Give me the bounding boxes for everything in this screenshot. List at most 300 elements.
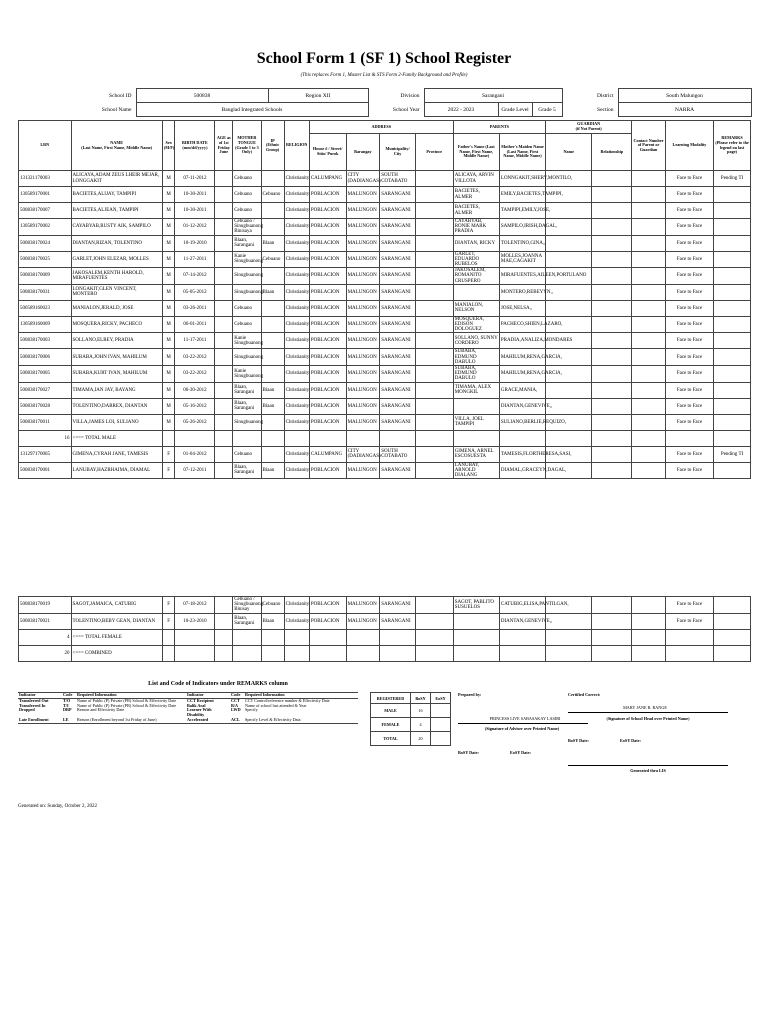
cell-name: SUBABA,KURT IVAN, MAHILUM bbox=[71, 366, 162, 383]
legend-h-code: Code bbox=[62, 693, 76, 699]
cell-mun: SARANGANI bbox=[380, 414, 416, 430]
cell-mother: MIRAFUENTES,AILEEN,PORTULANO bbox=[499, 268, 545, 285]
student-row bbox=[19, 333, 751, 349]
cell-lrn: 500838170011 bbox=[19, 414, 72, 430]
cell-mun: SARANGANI bbox=[380, 333, 416, 349]
total-label: <=== COMBINED bbox=[71, 645, 162, 661]
cell-lrn: 500838170025 bbox=[19, 251, 72, 268]
cell-bdate: 01-04-2012 bbox=[175, 446, 215, 462]
empty-cell bbox=[284, 629, 309, 645]
cell-sex: M bbox=[162, 349, 175, 366]
cell-prov bbox=[415, 268, 453, 285]
cell-bdate: 06-30-2012 bbox=[175, 382, 215, 398]
cell-mun: SARANGANI bbox=[380, 235, 416, 251]
summary-male-bosy: 16 bbox=[411, 704, 431, 718]
cell-age bbox=[215, 284, 233, 300]
cell-house: POBLACION bbox=[309, 414, 346, 430]
certified-correct-label: Certified Correct: bbox=[568, 692, 601, 697]
col-sex: Sex (M/F) bbox=[162, 121, 175, 171]
cell-prov bbox=[415, 597, 453, 614]
cell-bdate: 05-16-2012 bbox=[175, 398, 215, 414]
col-name: NAME (Last Name, First Name, Middle Name) bbox=[71, 121, 162, 171]
legend-req: Reason (Enrollment beyond 1st Friday of June) bbox=[77, 716, 157, 722]
cell-brgy: MALUNGON bbox=[346, 333, 380, 349]
empty-cell bbox=[632, 430, 666, 446]
cell-mod: Face to Face bbox=[665, 382, 713, 398]
empty-cell bbox=[175, 629, 215, 645]
cell-age bbox=[215, 398, 233, 414]
cell-grel bbox=[592, 446, 632, 462]
cell-lrn: 500838170001 bbox=[19, 462, 72, 479]
cell-rel: Christianity bbox=[284, 268, 309, 285]
cell-mod: Face to Face bbox=[665, 284, 713, 300]
cell-rem bbox=[714, 398, 751, 414]
cell-mt: Sinugbuanong bbox=[233, 268, 261, 285]
col-religion: RELIGION bbox=[284, 121, 309, 171]
cell-sex: M bbox=[162, 382, 175, 398]
cell-sex: F bbox=[162, 446, 175, 462]
cell-sex: F bbox=[162, 597, 175, 614]
cell-brgy: MALUNGON bbox=[346, 316, 380, 333]
legend-req: Name of Public (P) Private (PR) School & Effectivity Date bbox=[77, 702, 177, 708]
cell-mt: Cebuano bbox=[233, 187, 261, 203]
cell-mother: DIAMAL,GRACEYN,DAGAL, bbox=[499, 462, 545, 479]
cell-father: MOSQUERA, EDISON DOLOGUEZ bbox=[453, 316, 499, 333]
student-row bbox=[19, 187, 751, 203]
cell-name: TOLENTINO,DARREX, DIANTAN bbox=[71, 398, 162, 414]
register-body-page2 bbox=[19, 597, 751, 662]
cell-mother: SULIANO,BERLIE,REQUIZO, bbox=[499, 414, 545, 430]
cell-house: POBLACION bbox=[309, 382, 346, 398]
cell-father bbox=[453, 284, 499, 300]
empty-cell bbox=[592, 645, 632, 661]
cell-mt: Cebuano bbox=[233, 203, 261, 219]
total-row bbox=[19, 645, 751, 661]
empty-cell bbox=[453, 430, 499, 446]
cell-bdate: 03-22-2012 bbox=[175, 366, 215, 383]
cell-ip: Blaan bbox=[261, 235, 284, 251]
cell-name: BACIETES,ALJEAN, TAMPIPI bbox=[71, 203, 162, 219]
cell-gname bbox=[546, 613, 592, 629]
cell-mod: Face to Face bbox=[665, 251, 713, 268]
cell-age bbox=[215, 446, 233, 462]
cell-house: POBLACION bbox=[309, 187, 346, 203]
adviser-caption: (Signature of Adviser over Printed Name) bbox=[484, 726, 560, 731]
cell-mt: Blaan, Sarangani bbox=[233, 613, 261, 629]
cell-grel bbox=[592, 268, 632, 285]
cell-rel: Christianity bbox=[284, 235, 309, 251]
cell-name: GIMENA,CYRAH JANE, TAMESIS bbox=[71, 446, 162, 462]
cell-rem bbox=[714, 414, 751, 430]
cell-bdate: 01-12-2012 bbox=[175, 219, 215, 236]
eosy-date-label-2: EoSY Date: bbox=[620, 738, 641, 743]
cell-father: MANIALON, NELSON bbox=[453, 300, 499, 316]
cell-grel bbox=[592, 219, 632, 236]
cell-bdate: 07-12-2011 bbox=[175, 462, 215, 479]
cell-father: DIANTAN, RICKY bbox=[453, 235, 499, 251]
cell-brgy: MALUNGON bbox=[346, 613, 380, 629]
empty-cell bbox=[215, 629, 233, 645]
cell-mother: TAMESIS,FLORTHERESA,SASI, bbox=[499, 446, 545, 462]
empty-cell bbox=[453, 645, 499, 661]
cell-bdate: 05-05-2012 bbox=[175, 284, 215, 300]
total-label: <=== TOTAL MALE bbox=[71, 430, 162, 446]
cell-mother: PACHECO,SHIEN,LAZARO, bbox=[499, 316, 545, 333]
cell-prov bbox=[415, 446, 453, 462]
cell-grel bbox=[592, 597, 632, 614]
cell-mother: JOSE,NELSA,, bbox=[499, 300, 545, 316]
cell-name: VILLA,JAMES LOI, SULIANO bbox=[71, 414, 162, 430]
cell-bdate: 07-18-2012 bbox=[175, 597, 215, 614]
cell-age bbox=[215, 187, 233, 203]
cell-contact bbox=[632, 187, 666, 203]
cell-mt: Cebuano bbox=[233, 300, 261, 316]
empty-cell bbox=[380, 629, 416, 645]
cell-brgy: MALUNGON bbox=[346, 597, 380, 614]
cell-rel: Christianity bbox=[284, 171, 309, 187]
cell-lrn: 500589160023 bbox=[19, 300, 72, 316]
empty-cell bbox=[162, 629, 175, 645]
summary-total-eosy bbox=[431, 732, 451, 746]
cell-father: SUBABA, EDMUND DABULO bbox=[453, 349, 499, 366]
cell-ip: Cebuano bbox=[261, 251, 284, 268]
cell-ip bbox=[261, 203, 284, 219]
cell-ip: Blaan bbox=[261, 462, 284, 479]
total-count: 20 bbox=[19, 645, 72, 661]
col-municipality: Municipality/ City bbox=[380, 134, 416, 171]
col-father: Father's Name (Last Name, First Name, Middle Name) bbox=[453, 134, 499, 171]
cell-grel bbox=[592, 300, 632, 316]
cell-bdate: 03-26-2011 bbox=[175, 300, 215, 316]
summary-male-eosy bbox=[431, 704, 451, 718]
form-title: School Form 1 (SF 1) School Register bbox=[256, 50, 512, 67]
legend-title: List and Code of Indicators under REMARKS column bbox=[148, 681, 288, 687]
cell-bdate: 10-23-2010 bbox=[175, 613, 215, 629]
cell-father bbox=[453, 613, 499, 629]
cell-prov bbox=[415, 300, 453, 316]
cell-rem bbox=[714, 235, 751, 251]
cell-rem bbox=[714, 462, 751, 479]
cell-mt: Cebuano bbox=[233, 316, 261, 333]
cell-sex: M bbox=[162, 414, 175, 430]
school-year-label: School Year bbox=[392, 106, 420, 113]
cell-father: GARLET, EDUARDO RUBELOS bbox=[453, 251, 499, 268]
cell-rem bbox=[714, 366, 751, 383]
cell-brgy: MALUNGON bbox=[346, 349, 380, 366]
cell-mother: TAMPIPI,EMILY,JOSE, bbox=[499, 203, 545, 219]
legend-body bbox=[18, 698, 358, 723]
cell-rem bbox=[714, 300, 751, 316]
cell-mother: LONNGAKIT,SHERY,MONTILO, bbox=[499, 171, 545, 187]
cell-contact bbox=[632, 203, 666, 219]
cell-mt: Sinugbuanong bbox=[233, 414, 261, 430]
legend-table bbox=[18, 692, 358, 724]
cell-sex: M bbox=[162, 333, 175, 349]
cell-rem bbox=[714, 333, 751, 349]
total-row bbox=[19, 629, 751, 645]
cell-name: GARLET,JOHN ELEZAR, MOLLES bbox=[71, 251, 162, 268]
cell-brgy: MALUNGON bbox=[346, 398, 380, 414]
cell-lrn: 131297170065 bbox=[19, 446, 72, 462]
cell-sex: M bbox=[162, 300, 175, 316]
cell-father: SOLLANO, SUNNY CORDERO bbox=[453, 333, 499, 349]
cell-bdate: 10-30-2011 bbox=[175, 203, 215, 219]
legend-h-indicator-2: Indicator bbox=[186, 693, 230, 699]
cell-rel: Christianity bbox=[284, 366, 309, 383]
cell-rel: Christianity bbox=[284, 203, 309, 219]
cell-lrn: 130589160009 bbox=[19, 316, 72, 333]
student-row bbox=[19, 171, 751, 187]
cell-mod: Face to Face bbox=[665, 268, 713, 285]
cell-sex: M bbox=[162, 284, 175, 300]
cell-mod: Face to Face bbox=[665, 613, 713, 629]
total-row bbox=[19, 430, 751, 446]
cell-gname bbox=[546, 398, 592, 414]
cell-mod: Face to Face bbox=[665, 300, 713, 316]
cell-age bbox=[215, 203, 233, 219]
cell-mt: Cebuano / Sinugbuanong Binisay bbox=[234, 597, 264, 613]
empty-cell bbox=[162, 430, 175, 446]
cell-mun: SOUTH COTABATO bbox=[380, 171, 416, 187]
cell-age bbox=[215, 235, 233, 251]
cell-grel bbox=[592, 235, 632, 251]
cell-house: POBLACION bbox=[309, 398, 346, 414]
cell-mun: SARANGANI bbox=[380, 300, 416, 316]
cell-gname bbox=[546, 203, 592, 219]
cell-gname bbox=[546, 300, 592, 316]
cell-contact bbox=[632, 268, 666, 285]
district-value: South Malungon bbox=[618, 89, 751, 103]
student-row bbox=[19, 316, 751, 333]
cell-ip bbox=[261, 349, 284, 366]
summary-female-label: FEMALE bbox=[371, 718, 411, 732]
cell-mt: Blaan, Sarangani bbox=[233, 462, 261, 479]
cell-mother: EMILY,BACIETES,TAMPIPI, bbox=[499, 187, 545, 203]
cell-rel: Christianity bbox=[284, 333, 309, 349]
cell-name: TIMAMA,IAN JAY, BAYANG bbox=[71, 382, 162, 398]
summary-h-bosy: BoSY bbox=[411, 693, 431, 704]
cell-grel bbox=[592, 414, 632, 430]
student-row bbox=[19, 613, 751, 629]
legend-ind: Transferred In bbox=[19, 702, 46, 708]
empty-cell bbox=[499, 629, 545, 645]
cell-age bbox=[215, 171, 233, 187]
cell-lrn: 500838170024 bbox=[19, 235, 72, 251]
section-label: Section bbox=[597, 106, 614, 113]
cell-lrn: 500838170007 bbox=[19, 203, 72, 219]
cell-house: POBLACION bbox=[309, 597, 346, 614]
cell-house: POBLACION bbox=[309, 284, 346, 300]
cell-rel: Christianity bbox=[284, 219, 309, 236]
school-info-table bbox=[18, 88, 752, 117]
section-value: NARRA bbox=[618, 103, 751, 117]
cell-contact bbox=[632, 316, 666, 333]
cell-name: LANUBAY,HAZRHAIMA, DIAMAL bbox=[71, 462, 162, 479]
generated-thru-lis: Generated thru LIS bbox=[630, 768, 666, 773]
cell-lrn: 130589170001 bbox=[19, 187, 72, 203]
student-row bbox=[19, 382, 751, 398]
cell-prov bbox=[415, 316, 453, 333]
region-value: Region XII bbox=[268, 89, 368, 103]
legend-ind: Transferred Out bbox=[19, 697, 49, 703]
grade-level-label: Grade Level bbox=[498, 103, 532, 117]
cell-grel bbox=[592, 203, 632, 219]
cell-name: JAKOSALEM,KENTH HAROLD, MIRAFUENTES bbox=[71, 268, 162, 285]
cell-grel bbox=[592, 284, 632, 300]
empty-cell bbox=[592, 629, 632, 645]
cell-lrn: 500838170028 bbox=[19, 398, 72, 414]
cell-mun: SARANGANI bbox=[380, 462, 416, 479]
col-address: ADDRESS bbox=[309, 121, 453, 134]
cell-mun: SARANGANI bbox=[380, 268, 416, 285]
cell-contact bbox=[632, 398, 666, 414]
cell-name: BACIETES,ALIJAY, TAMPIPI bbox=[71, 187, 162, 203]
cell-house: POBLACION bbox=[309, 462, 346, 479]
cell-lrn: 500838170006 bbox=[19, 349, 72, 366]
cell-rem bbox=[714, 187, 751, 203]
student-row bbox=[19, 597, 751, 614]
cell-name: LONGAKIT,GLEN VINCENT, MONTERO bbox=[71, 284, 162, 300]
empty-cell bbox=[233, 430, 261, 446]
summary-male-label: MALE bbox=[371, 704, 411, 718]
empty-cell bbox=[665, 645, 713, 661]
cell-lrn: 500838170009 bbox=[19, 268, 72, 285]
cell-ip bbox=[261, 333, 284, 349]
cell-brgy: CITY (DADIANGAS) bbox=[346, 446, 380, 462]
cell-brgy: MALUNGON bbox=[346, 235, 380, 251]
cell-house: POBLACION bbox=[309, 366, 346, 383]
student-row bbox=[19, 349, 751, 366]
col-birth-date: BIRTH DATE (mm/dd/yyyy) bbox=[175, 121, 215, 171]
legend-req: Reason and Effectivity Date bbox=[77, 707, 125, 713]
cell-mt: Cebuano bbox=[233, 446, 261, 462]
cell-prov bbox=[415, 171, 453, 187]
cell-prov bbox=[415, 366, 453, 383]
cell-rem bbox=[714, 349, 751, 366]
col-age: AGE as of 1st Friday June bbox=[215, 121, 233, 171]
cell-brgy: MALUNGON bbox=[346, 268, 380, 285]
cell-brgy: MALUNGON bbox=[346, 300, 380, 316]
cell-mod: Face to Face bbox=[665, 398, 713, 414]
school-head-caption: (Signature of School Head over Printed Name) bbox=[606, 716, 690, 721]
cell-bdate: 05-26-2012 bbox=[175, 414, 215, 430]
division-label: Division bbox=[400, 92, 420, 99]
cell-brgy: MALUNGON bbox=[346, 462, 380, 479]
legend-code: DRP bbox=[63, 707, 72, 713]
empty-cell bbox=[632, 645, 666, 661]
cell-age bbox=[215, 462, 233, 479]
summary-table bbox=[370, 692, 451, 746]
empty-cell bbox=[346, 629, 380, 645]
cell-ip: Blaan bbox=[261, 398, 284, 414]
cell-contact bbox=[632, 597, 666, 614]
cell-grel bbox=[592, 462, 632, 479]
cell-bdate: 03-22-2012 bbox=[175, 349, 215, 366]
empty-cell bbox=[546, 430, 592, 446]
col-guardian-name: Name bbox=[546, 134, 592, 171]
cell-father: CAYABYAB, RONIE MARK PRADIA bbox=[453, 219, 499, 236]
register-body-page1 bbox=[19, 171, 751, 479]
cell-ip bbox=[261, 366, 284, 383]
cell-contact bbox=[632, 284, 666, 300]
legend-req: Name of Public (P) Private (PR) School & Effectivity Date bbox=[77, 697, 177, 703]
cell-mother: TOLENTINO,GINA,, bbox=[499, 235, 545, 251]
cell-mt: Cebuano / Sinugbuanong Binisaya bbox=[234, 219, 264, 235]
student-row bbox=[19, 366, 751, 383]
cell-sex: M bbox=[162, 316, 175, 333]
cell-prov bbox=[415, 462, 453, 479]
cell-contact bbox=[632, 235, 666, 251]
cell-brgy: MALUNGON bbox=[346, 284, 380, 300]
cell-lrn: 500838170031 bbox=[19, 284, 72, 300]
cell-ip bbox=[261, 268, 284, 285]
cell-mother: MAHILUM,RENA,GARCIA, bbox=[499, 349, 545, 366]
legend-code2: CCT bbox=[231, 697, 240, 703]
cell-father: BACIETES, ALMER bbox=[453, 187, 499, 203]
cell-age bbox=[215, 597, 233, 614]
col-province: Province bbox=[415, 134, 453, 171]
cell-contact bbox=[632, 462, 666, 479]
cell-rem bbox=[714, 597, 751, 614]
cell-grel bbox=[592, 251, 632, 268]
cell-bdate: 10-19-2010 bbox=[175, 235, 215, 251]
cell-mother: SAMPILO,IRISH,DAGAL, bbox=[499, 219, 545, 236]
cell-father: GIMENA, ARNEL ESCOSUESTA bbox=[453, 446, 499, 462]
cell-mod: Face to Face bbox=[665, 366, 713, 383]
cell-name: SOLLANO,ELREY, PRADIA bbox=[71, 333, 162, 349]
generated-on: Generated on: Sunday, October 2, 2022 bbox=[18, 804, 97, 809]
cell-mod: Face to Face bbox=[665, 171, 713, 187]
cell-father: SAGOT, PABLITO SUSUELOS bbox=[453, 597, 499, 614]
empty-cell bbox=[162, 645, 175, 661]
cell-lrn: 500838170005 bbox=[19, 366, 72, 383]
empty-cell bbox=[309, 430, 346, 446]
col-parents: PARENTS bbox=[453, 121, 545, 134]
cell-brgy: CITY (DADIANGAS) bbox=[346, 171, 380, 187]
cell-lrn: 500838170019 bbox=[19, 597, 72, 614]
cell-mt: Kanie Sinugbuanong bbox=[233, 366, 261, 383]
empty-cell bbox=[546, 645, 592, 661]
empty-cell bbox=[592, 430, 632, 446]
cell-house: CALUMPANG bbox=[309, 171, 346, 187]
cell-bdate: 11-17-2011 bbox=[175, 333, 215, 349]
cell-mod: Face to Face bbox=[665, 219, 713, 236]
cell-house: POBLACION bbox=[309, 235, 346, 251]
cell-lrn: 500838170027 bbox=[19, 382, 72, 398]
register-table-page2 bbox=[18, 596, 751, 662]
summary-total-label: TOTAL bbox=[371, 732, 411, 746]
empty-cell bbox=[215, 645, 233, 661]
cell-father: TIMAMA, ALEX MONGKIL bbox=[453, 382, 499, 398]
cell-mother: DIANTAN,GENEVIVE,, bbox=[499, 613, 545, 629]
cell-sex: M bbox=[162, 268, 175, 285]
cell-brgy: MALUNGON bbox=[346, 219, 380, 236]
legend-ind2: Balik Aral bbox=[187, 702, 206, 708]
school-name-label: School Name bbox=[101, 106, 132, 113]
cell-sex: M bbox=[162, 203, 175, 219]
empty-cell bbox=[714, 629, 751, 645]
cell-mun: SARANGANI bbox=[380, 613, 416, 629]
bosy-date-label-2: BoSY Date: bbox=[568, 738, 589, 743]
cell-ip: Cebuano bbox=[261, 187, 284, 203]
cell-prov bbox=[415, 414, 453, 430]
cell-contact bbox=[632, 613, 666, 629]
bosy-date-label: BoSY Date: bbox=[458, 750, 479, 755]
cell-ip: Blaan bbox=[261, 613, 284, 629]
student-row bbox=[19, 251, 751, 268]
legend-h-required-2: Required Information bbox=[244, 693, 358, 699]
cell-age bbox=[215, 300, 233, 316]
